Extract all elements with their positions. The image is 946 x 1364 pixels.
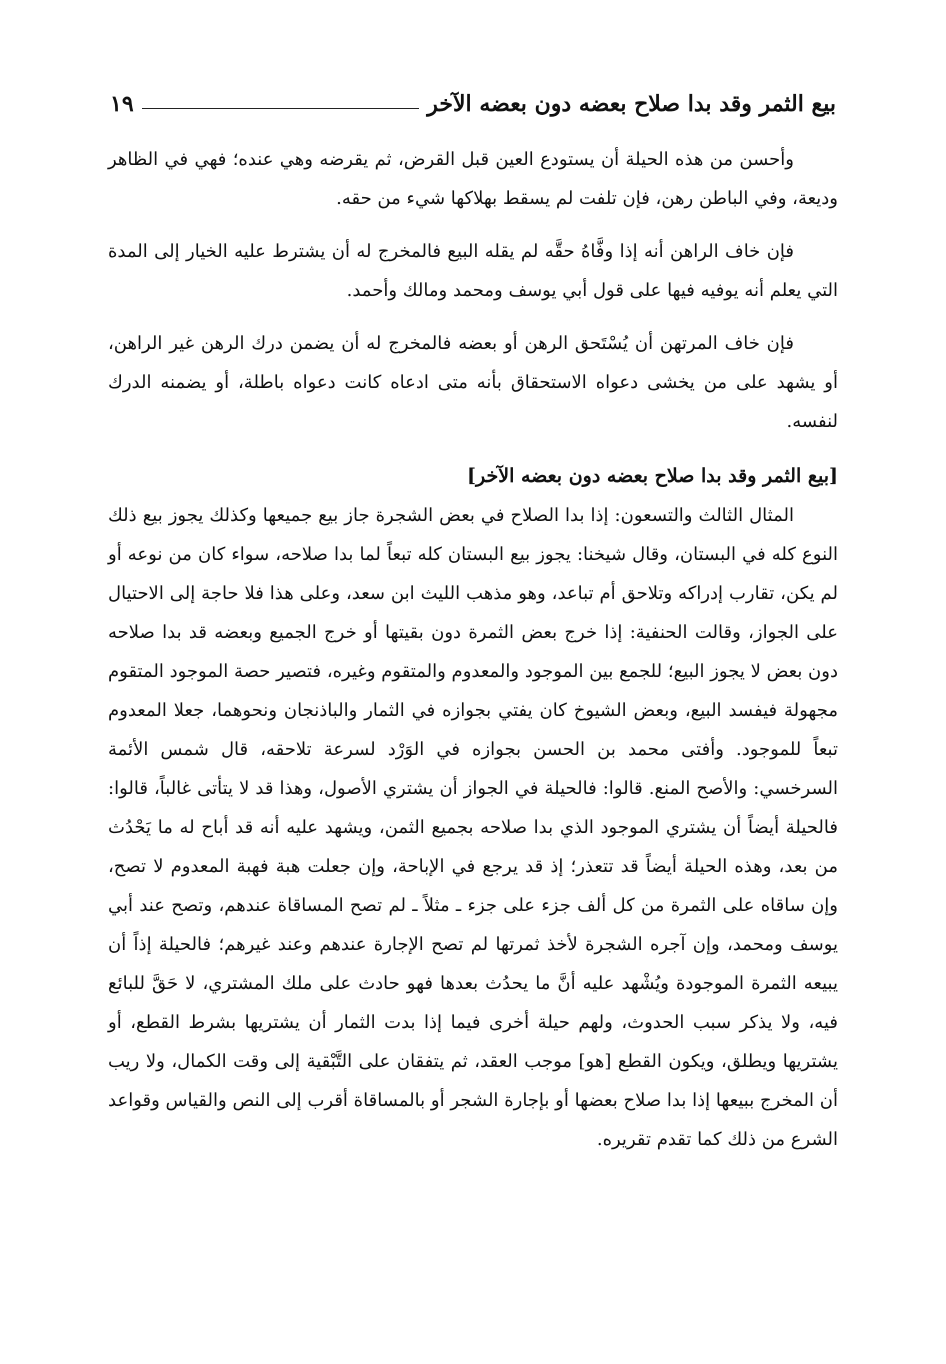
- section-heading: [بيع الثمر وقد بدا صلاح بعضه دون بعضه الآخر]: [467, 465, 838, 487]
- running-title: بيع الثمر وقد بدا صلاح بعضه دون بعضه الآخر: [427, 91, 836, 117]
- paragraph-hila-wadia: وأحسن من هذه الحيلة أن يستودع العين قبل القرض، ثم يقرضه وهي عنده؛ فهي في الظاهر وديعة، وفي الباطن رهن، فإن تلفت لم يسقط بهلاكها شيء من حقه.: [108, 149, 838, 209]
- paragraph-example-93: المثال الثالث والتسعون: إذا بدا الصلاح في بعض الشجرة جاز بيع جميعها وكذلك يجوز بيع ذلك النوع كله في البستان، وقال شيخنا: يجوز بيع البستان كله تبعاً لما بدا صلاحه، سواء كان من نوعه أو لم يكن، تقارب إدراكه وتلاحق أم تباعد، وهو مذهب الليث ابن سعد، وعلى هذا فلا حاجة إلى الاحتيال على الجواز، وقالت الحنفية: إذا خرج بعض الثمرة دون بقيتها أو خرج الجميع وبعضه قد بدا صلاحه دون بعض لا يجوز البيع؛ للجمع بين الموجود والمعدوم والمتقوم وغيره، فتصير حصة الموجود المتقوم مجهولة فيفسد البيع، وبعض الشيوخ كان يفتي بجوازه في الثمار والباذنجان ونحوهما، جعلا المعدوم تبعاً للموجود. وأفتى محمد بن الحسن بجوازه في الوَرْد لسرعة تلاحقه، قال شمس الأئمة السرخسي: والأصح المنع. قالوا: فالحيلة في الجواز أن يشتري الأصول، وهذا قد لا يتأتى غالباً، قالوا: فالحيلة أيضاً أن يشتري الموجود الذي بدا صلاحه بجميع الثمن، ويشهد عليه أنه قد أباح له ما يَحْدُث من بعد، وهذه الحيلة أيضاً قد تتعذر؛ إذ قد يرجع في الإباحة، وإن جعلت هبة فهبة المعدوم لا تصح، وإن ساقاه على الثمرة من كل ألف جزء على جزء ـ مثلاً ـ لم تصح المساقاة عندهم، وتصح عند أبي يوسف ومحمد، وإن آجره الشجرة لأخذ ثمرتها لم تصح الإجارة عندهم وعند غيرهم؛ فالحيلة إذاً أن يبيعه الثمرة الموجودة ويُشْهد عليه أنَّ ما يحدُث بعدها فهو حادث على ملك المشتري، لا حَقَّ للبائع فيه، ولا يذكر سبب الحدوث، ولهم حيلة أخرى فيما إذا بدت الثمار أن يشتريها بشرط القطع، أو يشتريها ويطلق، ويكون القطع [هو] موجب العقد، ثم يتفقان على التَّبْقية إلى وقت الكمال، ولا ريب أن المخرج ببيعها إذا بدا صلاح بعضها أو بإجارة الشجر أو بالمساقاة أقرب إلى النص والقياس وقواعد الشرع من ذلك كما تقدم تقريره.: [108, 505, 838, 1150]
- page-number: ١٩: [110, 91, 134, 117]
- paragraph-murtahin-dark: فإن خاف المرتهن أن يُسْتَحق الرهن أو بعضه فالمخرج له أن يضمن درك الرهن غير الراهن، أو يشهد على من يخشى دعواه الاستحقاق بأنه متى ادعاه كانت دعواه باطلة، أو يضمنه الدرك لنفسه.: [108, 333, 838, 432]
- page-body: [108, 140, 838, 1173]
- header-rule: [142, 108, 420, 109]
- paragraph-rahin-khiyar: فإن خاف الراهن أنه إذا وفَّاهُ حقَّه لم يقله البيع فالمخرج له أن يشترط عليه الخيار إلى المدة التي يعلم أنه يوفيه فيها على قول أبي يوسف ومحمد ومالك وأحمد.: [108, 241, 838, 301]
- page-header: [110, 86, 836, 122]
